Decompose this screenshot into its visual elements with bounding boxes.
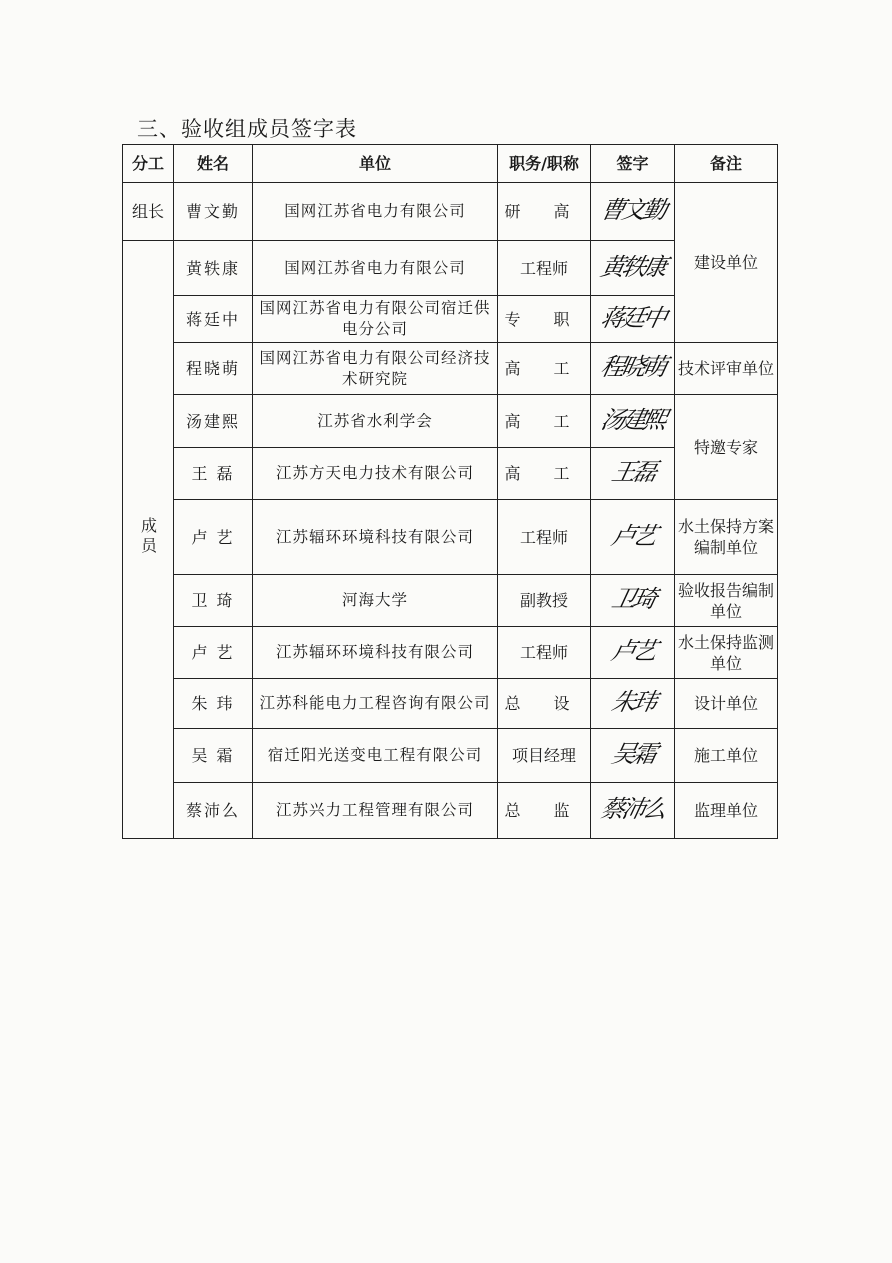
member-name: 汤建熙	[174, 395, 253, 448]
handwritten-signature: 王磊	[608, 458, 657, 486]
remark-cell: 监理单位	[675, 783, 778, 839]
member-name: 卢 艺	[174, 500, 253, 575]
member-name: 蒋廷中	[174, 296, 253, 343]
remark-cell: 技术评审单位	[675, 343, 778, 395]
section-title: 三、验收组成员签字表	[137, 117, 357, 141]
signature-cell	[591, 448, 675, 500]
member-title: 工程师	[498, 627, 591, 679]
table-row	[123, 679, 778, 729]
member-title: 总 监	[498, 783, 591, 839]
member-name: 蔡沛么	[174, 783, 253, 839]
table-row	[123, 575, 778, 627]
member-unit: 江苏省水利学会	[253, 395, 498, 448]
table-row	[123, 395, 778, 448]
member-unit: 国网江苏省电力有限公司	[253, 241, 498, 296]
member-name: 王 磊	[174, 448, 253, 500]
signature-cell	[591, 183, 675, 241]
member-title: 高 工	[498, 343, 591, 395]
member-title: 专 职	[498, 296, 591, 343]
handwritten-signature: 黄轶康	[598, 252, 668, 281]
member-name: 曹文勤	[174, 183, 253, 241]
signature-cell	[591, 343, 675, 395]
handwritten-signature: 卢艺	[608, 637, 657, 665]
member-title: 总 设	[498, 679, 591, 729]
table-row	[123, 729, 778, 783]
signature-cell	[591, 679, 675, 729]
signature-cell	[591, 783, 675, 839]
member-name: 卫 琦	[174, 575, 253, 627]
member-name: 黄轶康	[174, 241, 253, 296]
member-unit: 河海大学	[253, 575, 498, 627]
member-unit: 江苏方天电力技术有限公司	[253, 448, 498, 500]
member-unit: 江苏兴力工程管理有限公司	[253, 783, 498, 839]
handwritten-signature: 蒋廷中	[598, 303, 668, 332]
remark-cell: 特邀专家	[675, 395, 778, 500]
header-signature: 签字	[591, 145, 675, 183]
handwritten-signature: 曹文勤	[598, 196, 668, 224]
signature-cell	[591, 296, 675, 343]
remark-cell: 水土保持方案编制单位	[675, 500, 778, 575]
header-remark: 备注	[675, 145, 778, 183]
member-unit: 江苏科能电力工程咨询有限公司	[253, 679, 498, 729]
member-name: 卢 艺	[174, 627, 253, 679]
signature-cell	[591, 500, 675, 575]
member-name: 朱 玮	[174, 679, 253, 729]
table-row	[123, 783, 778, 839]
remark-cell: 验收报告编制单位	[675, 575, 778, 627]
signature-cell	[591, 241, 675, 296]
header-unit: 单位	[253, 145, 498, 183]
remark-cell: 设计单位	[675, 679, 778, 729]
handwritten-signature: 朱玮	[608, 688, 657, 716]
handwritten-signature: 汤建熙	[598, 405, 668, 434]
handwritten-signature: 卫琦	[608, 585, 657, 613]
signature-cell	[591, 627, 675, 679]
member-unit: 江苏辐环环境科技有限公司	[253, 500, 498, 575]
handwritten-signature: 吴霜	[608, 740, 657, 768]
member-title: 高 工	[498, 395, 591, 448]
member-title: 副教授	[498, 575, 591, 627]
table-row	[123, 627, 778, 679]
signature-cell	[591, 395, 675, 448]
table-header-row	[123, 145, 778, 183]
member-unit: 国网江苏省电力有限公司	[253, 183, 498, 241]
member-title: 项目经理	[498, 729, 591, 783]
role-member	[123, 241, 174, 839]
member-name: 吴 霜	[174, 729, 253, 783]
handwritten-signature: 程晓萌	[598, 353, 668, 381]
remark-cell: 水土保持监测单位	[675, 627, 778, 679]
remark-cell: 施工单位	[675, 729, 778, 783]
role-leader: 组长	[123, 183, 174, 241]
signature-cell	[591, 575, 675, 627]
role-member-label: 成员	[138, 517, 158, 557]
header-role: 分工	[123, 145, 174, 183]
member-unit: 宿迁阳光送变电工程有限公司	[253, 729, 498, 783]
header-title: 职务/职称	[498, 145, 591, 183]
signature-cell	[591, 729, 675, 783]
table-row	[123, 183, 778, 241]
handwritten-signature: 蔡沛么	[598, 795, 668, 823]
member-title: 研 高	[498, 183, 591, 241]
handwritten-signature: 卢艺	[608, 521, 657, 550]
member-name: 程晓萌	[174, 343, 253, 395]
signature-table	[122, 144, 778, 839]
member-unit: 国网江苏省电力有限公司宿迁供电分公司	[253, 296, 498, 343]
header-name: 姓名	[174, 145, 253, 183]
remark-cell: 建设单位	[675, 183, 778, 343]
member-unit: 江苏辐环环境科技有限公司	[253, 627, 498, 679]
member-title: 高 工	[498, 448, 591, 500]
table-row	[123, 500, 778, 575]
member-title: 工程师	[498, 241, 591, 296]
member-unit: 国网江苏省电力有限公司经济技术研究院	[253, 343, 498, 395]
table-row	[123, 343, 778, 395]
member-title: 工程师	[498, 500, 591, 575]
